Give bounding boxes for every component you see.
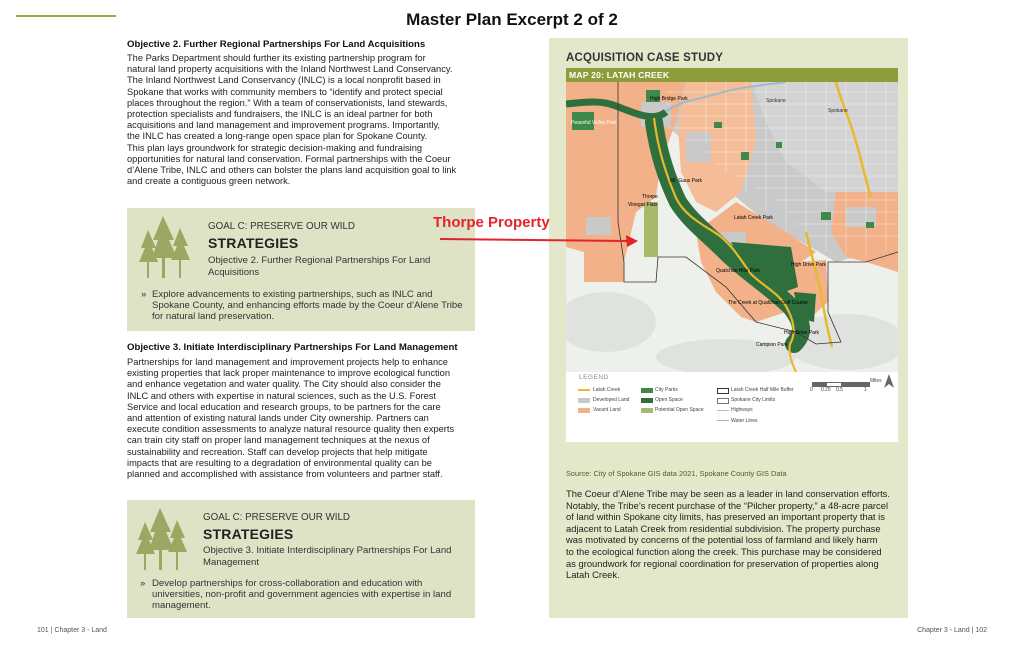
goal-label: GOAL C: PRESERVE OUR WILD — [208, 221, 355, 232]
scale-tick-0: 0 — [810, 387, 813, 393]
legend-title: LEGEND — [579, 374, 609, 381]
bullet-marker: » — [141, 289, 147, 300]
map-label-latah-creek-park: Latah Creek Park — [734, 215, 773, 221]
case-study-title: ACQUISITION CASE STUDY — [566, 52, 724, 64]
legend-label-potential-open-space: Potential Open Space — [655, 407, 704, 413]
strategies-label: STRATEGIES — [203, 526, 294, 542]
scale-tick-1: 1 — [864, 387, 867, 393]
legend-label-vacant: Vacant Land — [593, 407, 621, 413]
legend-label-developed: Developed Land — [593, 397, 630, 403]
map-label-qualchan-hills: Qualchan Hills Park — [716, 268, 760, 274]
scale-tick-025: 0.25 — [821, 387, 831, 393]
right-page-footer: Chapter 3 - Land | 102 — [917, 627, 987, 634]
scale-unit: Miles — [870, 378, 882, 384]
map-source: Source: City of Spokane GIS data 2021, Spokane County GIS Data — [566, 469, 787, 478]
goal-objective: Objective 2. Further Regional Partnerships For Land Acquisitions — [208, 255, 431, 278]
strategy-bullet: Explore advancements to existing partnerships, such as INLC and Spokane County, and enhancing efforts made by the Coeur d’Alene Tribe for natural land preservation. — [152, 289, 463, 323]
case-study-paragraph: The Coeur d’Alene Tribe may be seen as a leader in land conservation efforts. Notably, the Tribe’s recent purchase of the “Pilcher property,” a 48-acre parcel of land within Spokane city limits, has preserved an important property that is adjacent to Latah Creek from residential subdivision. The property purchase was motivated by concerns of the potential loss of farmland and likely harm to the ecological function along the creek. This purchase may be considered as groundwork for regional coordination for preservation of properties along Latah Creek. — [566, 488, 890, 581]
left-page-footer: 101 | Chapter 3 - Land — [37, 627, 107, 634]
strategy-bullet: Develop partnerships for cross-collaboration and education with universities, non-profit and government agencies with expertise in land management. — [152, 578, 452, 612]
goal-label: GOAL C: PRESERVE OUR WILD — [203, 512, 350, 523]
map-label-creek-golf: The Creek at Qualchan Golf Course — [728, 300, 808, 306]
thorpe-property-annotation: Thorpe Property — [433, 214, 550, 231]
map-label-high-drive: High Drive Park — [791, 262, 827, 268]
map-label-mt-gaus: Mt. Gaus Park — [670, 178, 702, 184]
objective-2-paragraph: The Parks Department should further its existing partnership program for natural land property acquisitions with the Inland Northwest Land Conservancy. The Inland Northwest Land Conservancy (INLC) is a local nonprofit based in Spokane that works with community members to “identify and protect special places throughout the region.” With a team of conservationists, land stewards, protection specialists and fundraisers, the INLC is an ideal partner for both acquisitions and land management and improvement programs. Importantly, the INLC has created a long-range open space plan for Spokane County. This plan lays groundwork for strategic decision-making and fundraising opportunities for natural land conservation. Formal partnerships with the Coeur d’Alene Tribe, INLC and others can bolster the plans land acquisition goal to link and create a contiguous green network. — [127, 53, 457, 187]
north-arrow-icon — [884, 374, 894, 390]
legend-label-water-lines: Water Lines — [731, 418, 758, 424]
map-label-high-bridge: High Bridge Park — [650, 96, 688, 102]
goal-objective: Objective 3. Initiate Interdisciplinary Partnerships For Land Management — [203, 545, 452, 568]
map-label-thorpe: Thorpe — [642, 194, 658, 200]
legend-swatch-open-space — [641, 398, 653, 403]
trees-icon — [136, 214, 192, 280]
map-label-spokane-small: Spokane — [766, 98, 786, 104]
legend-swatch-water-lines — [717, 420, 729, 421]
legend-label-city-limits: Spokane City Limits — [731, 397, 776, 403]
legend-swatch-city-parks — [641, 388, 653, 393]
goal-box-objective-2 — [127, 208, 475, 331]
page-title: Master Plan Excerpt 2 of 2 — [406, 10, 618, 29]
legend-label-highways: Highways — [731, 407, 753, 413]
scale-tick-05: 0.5 — [836, 387, 843, 393]
trees-icon — [133, 506, 189, 572]
legend-swatch-highways — [717, 410, 729, 411]
bullet-marker: » — [140, 578, 146, 589]
objective-2-heading: Objective 2. Further Regional Partnerships For Land Acquisitions — [127, 39, 426, 50]
objective-3-paragraph: Partnerships for land management and improvement projects help to enhance existing properties that lack proper maintenance to improve ecological function and enhance vegetation and water quality. The City should also consider the INLC and others with expertise in natural sciences, such as the U.S. Forest Service and local education and research groups, to be partners for the care and attention of existing natural lands under City ownership. Partners can execute condition assessments to analyze natural resource quality then experts can train city staff on proper land management techniques at the nexus of sustainability and recreation. Staff can develop projects that help mitigate impacts that are resulting to a degradation of environmental quality can be planned and accomplished with assistance from volunteers and partner staff. — [127, 357, 455, 480]
map-label-peaceful-valley: Peaceful Valley Park — [571, 120, 617, 126]
goal-box-objective-3 — [127, 500, 475, 618]
legend-label-open-space: Open Space — [655, 397, 683, 403]
legend-swatch-city-limits — [717, 398, 729, 404]
map-label-campion: Campion Park — [756, 342, 788, 348]
legend-swatch-latah-creek — [578, 389, 590, 391]
legend-swatch-vacant — [578, 408, 590, 413]
legend-label-latah-creek: Latah Creek — [593, 387, 621, 393]
legend-swatch-buffer — [717, 388, 729, 394]
map-label-high-drive-2: High Drive Park — [784, 330, 820, 336]
latah-creek-map — [566, 82, 898, 372]
legend-swatch-potential-open-space — [641, 408, 653, 413]
map-label-vinegar-flats: Vinegar Flats — [628, 202, 658, 208]
legend-label-city-parks: City Parks — [655, 387, 678, 393]
annotation-arrow-icon — [440, 232, 640, 250]
strategies-label: STRATEGIES — [208, 235, 299, 251]
legend-swatch-developed — [578, 398, 590, 403]
map-legend — [566, 372, 898, 442]
map-title: MAP 20: LATAH CREEK — [566, 68, 898, 82]
objective-3-heading: Objective 3. Initiate Interdisciplinary Partnerships For Land Management — [127, 342, 458, 353]
map-label-spokane: Spokane — [828, 108, 848, 114]
legend-label-buffer: Latah Creek Half Mile Buffer — [731, 387, 794, 393]
